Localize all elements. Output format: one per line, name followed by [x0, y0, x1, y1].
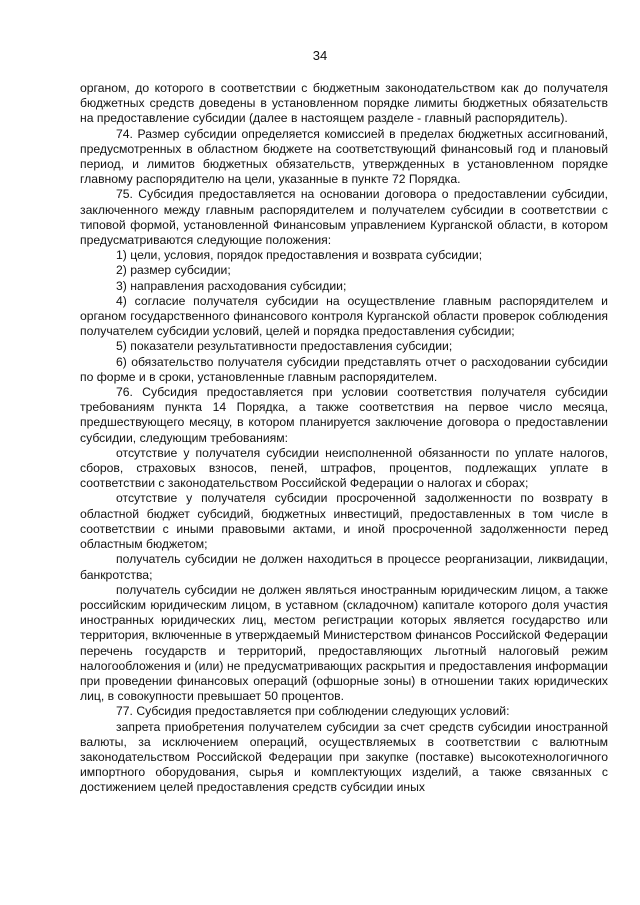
document-body: [80, 81, 608, 796]
paragraph-clause-77: 77. Субсидия предоставляется при соблюдении следующих условий:: [116, 704, 510, 719]
list-item-2: 2) размер субсидии;: [116, 263, 231, 278]
paragraph-clause-76: 76. Субсидия предоставляется при условии соответствия получателя субсидии требованиям пункта 14 Порядка, а также соответствия на первое число месяца, предшествующего месяцу, в котором планируется заключение договора о предоставлении субсидии, следующим требованиям:: [80, 385, 608, 445]
list-item-1: 1) цели, условия, порядок предоставления и возврата субсидии;: [116, 248, 483, 263]
requirement-reorganization: получатель субсидии не должен находиться в процессе реорганизации, ликвидации, банкротства;: [80, 552, 608, 582]
list-item-4: 4) согласие получателя субсидии на осуществление главным распорядителем и органом государственного финансового контроля Курганской области проверок соблюдения получателем субсидии условий, целей и порядка предоставления субсидии;: [80, 293, 608, 339]
requirement-foreign-entity: получатель субсидии не должен являться иностранным юридическим лицом, а также российским юридическим лицом, в уставном (складочном) капитале которого доля участия иностранных юридических лиц, местом регистрации которых является государство или территория, включенные в утверждаемый Министерством финансов Российской Федерации перечень государств и территорий, предоставляющих льготный налоговый режим налогообложения и (или) не предусматривающих раскрытия и предоставления информации при проведении финансовых операций (офшорные зоны) в отношении таких юридических лиц, в совокупности превышает 50 процентов.: [80, 582, 608, 704]
requirement-tax-debt: отсутствие у получателя субсидии неисполненной обязанности по уплате налогов, сборов, страховых взносов, пеней, штрафов, процентов, подлежащих уплате в соответствии с законодательством Российской Федерации о налогах и сборах;: [80, 445, 608, 491]
paragraph-continuation: органом, до которого в соответствии с бюджетным законодательством как до получателя бюджетных средств доведены в установленном порядке лимиты бюджетных обязательств на предоставление субсидии (далее в настоящем разделе - главный распорядитель).: [80, 81, 608, 126]
condition-currency-ban: запрета приобретения получателем субсидии за счет средств субсидии иностранной валюты, за исключением операций, осуществляемых в соответствии с валютным законодательством Российской Федерации при закупке (поставке) высокотехнологичного импортного оборудования, сырья и комплектующих изделий, а также связанных с достижением целей предоставления средств субсидии иных: [80, 719, 608, 795]
list-item-6: 6) обязательство получателя субсидии представлять отчет о расходовании субсидии по форме и в сроки, установленные главным распорядителем.: [80, 354, 608, 384]
requirement-budget-debt: отсутствие у получателя субсидии просроченной задолженности по возврату в областной бюджет субсидий, бюджетных инвестиций, предоставленных в том числе в соответствии с иными правовыми актами, и иной просроченной задолженности перед областным бюджетом;: [80, 491, 608, 552]
list-item-3: 3) направления расходования субсидии;: [116, 278, 347, 293]
list-item-5: 5) показатели результативности предоставления субсидии;: [116, 339, 453, 354]
page-number: 34: [312, 48, 328, 63]
paragraph-clause-75: 75. Субсидия предоставляется на основании договора о предоставлении субсидии, заключенного между главным распорядителем и получателем субсидии в соответствии с типовой формой, установленной Финансовым управлением Курганской области, в котором предусматриваются следующие положения:: [80, 187, 608, 248]
paragraph-clause-74: 74. Размер субсидии определяется комиссией в пределах бюджетных ассигнований, предусмотренных в областном бюджете на соответствующий финансовый год и плановый период, и лимитов бюджетных обязательств, утвержденных в установленном порядке главному распорядителю на цели, указанные в пункте 72 Порядка.: [80, 126, 608, 187]
